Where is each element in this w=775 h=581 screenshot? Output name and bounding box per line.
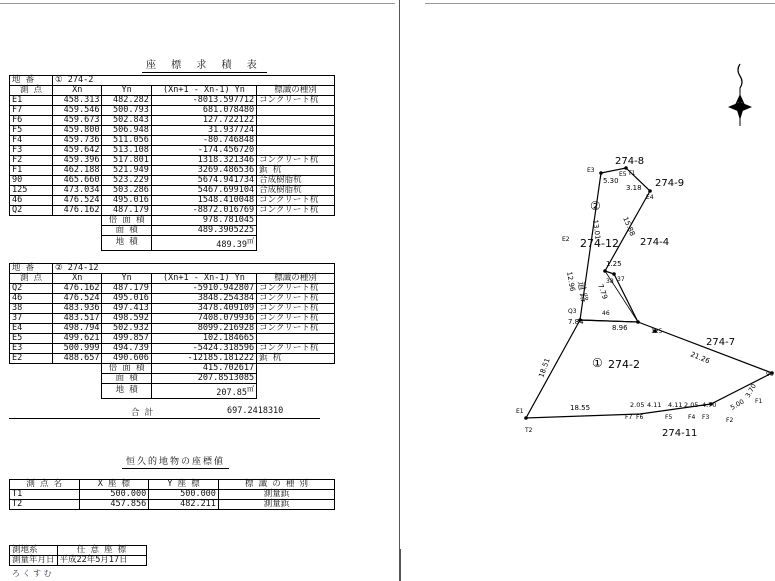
marker-type-cell: コンクリート杭 <box>257 314 335 324</box>
y-cell: 517.801 <box>102 156 151 166</box>
x-cell: 483.936 <box>53 304 102 314</box>
distance-label: 7.79 <box>596 282 609 301</box>
distance-label: 18.51 <box>537 357 552 379</box>
product-cell: 102.184665 <box>151 334 256 344</box>
table-row <box>10 76 335 86</box>
x-cell: 488.657 <box>53 354 102 364</box>
y-cell: 495.016 <box>102 294 151 304</box>
y-coord-cell: 482.211 <box>149 500 219 510</box>
y-cell: 482.282 <box>102 96 151 106</box>
distance-label: 4.11 <box>668 401 683 409</box>
y-coord-cell: 500.000 <box>149 490 219 500</box>
point-cell: F7 <box>10 106 53 116</box>
neighbor-274-11: 274-11 <box>662 428 698 439</box>
summary-row <box>10 216 335 226</box>
summary-row <box>10 374 335 384</box>
summary-value: 207.8513085 <box>151 374 256 384</box>
blank-cell <box>10 364 102 374</box>
system-label: 測地系 <box>10 546 58 556</box>
table-row <box>10 186 335 196</box>
table-row <box>10 206 335 216</box>
blank-cell <box>10 216 102 226</box>
table-row <box>10 324 335 334</box>
summary-label: 面 積 <box>102 374 151 384</box>
distance-label: 15.88 <box>621 215 637 238</box>
product-cell: -5910.942807 <box>151 284 256 294</box>
x-cell: 459.546 <box>53 106 102 116</box>
neighbor-274-8: 274-8 <box>615 156 645 167</box>
column-header: Xn <box>53 274 102 284</box>
parcel-label-274-12: 274-12 <box>580 237 619 250</box>
distance-label: 3.18 <box>626 184 642 192</box>
y-cell: 487.179 <box>102 206 151 216</box>
x-cell: 458.313 <box>53 96 102 106</box>
x-cell: 459.673 <box>53 116 102 126</box>
x-cell: 499.621 <box>53 334 102 344</box>
product-cell: 5467.699104 <box>151 186 256 196</box>
x-coord-cell: 457.856 <box>79 500 149 510</box>
table-row <box>10 556 147 566</box>
point-38: 38 <box>606 278 614 285</box>
point-cell: F5 <box>10 126 53 136</box>
marker-type-cell: 合成樹脂杭 <box>257 176 335 186</box>
point-F3: F3 <box>702 414 710 421</box>
summary-label: 地 積 <box>102 384 151 399</box>
point-cell: E5 <box>10 334 53 344</box>
x-cell: 459.396 <box>53 156 102 166</box>
distance-label: 18.55 <box>570 404 591 412</box>
point-cell: F1 <box>10 166 53 176</box>
coord-table-1 <box>9 75 335 251</box>
product-cell: 681.078480 <box>151 106 256 116</box>
distance-label: 7.84 <box>568 318 584 326</box>
product-cell: -12185.181222 <box>151 354 256 364</box>
summary-label: 倍 面 積 <box>102 216 151 226</box>
point-Q3: Q3 <box>568 308 577 315</box>
marker-type-cell <box>257 146 335 156</box>
column-header: 標 識 の 種 別 <box>218 480 334 490</box>
parcel-num-2: ② <box>590 199 601 213</box>
point-cell: 38 <box>10 304 53 314</box>
marker-type-cell: コンクリート杭 <box>257 304 335 314</box>
table-row <box>10 500 335 510</box>
total-label: 合 計 <box>131 408 154 418</box>
product-cell: 5674.941734 <box>151 176 256 186</box>
table-row <box>10 146 335 156</box>
x-cell: 465.660 <box>53 176 102 186</box>
column-header: X 座 標 <box>79 480 149 490</box>
table-row <box>10 284 335 294</box>
summary-label: 地 積 <box>102 236 151 251</box>
point-T1: T1 <box>628 170 636 177</box>
distance-label: 2.05 <box>630 401 645 409</box>
x-cell: 459.642 <box>53 146 102 156</box>
y-cell: 494.739 <box>102 344 151 354</box>
point-cell: E3 <box>10 344 53 354</box>
marker-type-cell <box>257 126 335 136</box>
product-cell: 127.722122 <box>151 116 256 126</box>
summary-row <box>10 226 335 236</box>
neighbor-274-4: 274-4 <box>640 237 670 248</box>
table-row <box>10 176 335 186</box>
table-row <box>10 96 335 106</box>
point-cell: E1 <box>10 96 53 106</box>
x-cell: 459.800 <box>53 126 102 136</box>
distance-label: 21.26 <box>689 350 711 366</box>
marker-type-cell: コンクリート杭 <box>257 96 335 106</box>
product-cell: 3478.409109 <box>151 304 256 314</box>
marker-type-cell: コンクリート杭 <box>257 344 335 354</box>
date-label: 測量年月日 <box>10 556 58 566</box>
survey-info-box <box>9 545 147 566</box>
parcel-label: 地 番 <box>10 264 53 274</box>
point-E2: E2 <box>562 236 570 243</box>
table-row <box>10 294 335 304</box>
total-row <box>9 406 320 419</box>
y-cell: 506.948 <box>102 126 151 136</box>
y-cell: 497.413 <box>102 304 151 314</box>
marker-type-cell: 合成樹脂杭 <box>257 186 335 196</box>
blank-cell <box>257 374 335 384</box>
table-row <box>10 334 335 344</box>
product-cell: 8099.216928 <box>151 324 256 334</box>
table-row <box>10 136 335 146</box>
column-header: 測 点 <box>10 274 53 284</box>
point-37: 37 <box>617 276 625 283</box>
product-cell: 7408.079936 <box>151 314 256 324</box>
column-header: Y 座 標 <box>149 480 219 490</box>
distance-label: 4.11 <box>647 401 662 409</box>
product-cell: 3269.486536 <box>151 166 256 176</box>
blank-cell <box>10 374 102 384</box>
table-row <box>10 126 335 136</box>
x-cell: 476.524 <box>53 294 102 304</box>
summary-value: 489.39㎡ <box>151 236 256 251</box>
blank-cell <box>257 364 335 374</box>
marker-type-cell: コンクリート杭 <box>257 156 335 166</box>
y-cell: 502.843 <box>102 116 151 126</box>
product-cell: -5424.318596 <box>151 344 256 354</box>
x-cell: 483.517 <box>53 314 102 324</box>
y-cell: 495.016 <box>102 196 151 206</box>
summary-row <box>10 236 335 251</box>
column-header: (Xn+1 - Xn-1) Yn <box>151 86 256 96</box>
y-cell: 521.949 <box>102 166 151 176</box>
distance-label: 1.25 <box>606 260 622 268</box>
table-row <box>10 166 335 176</box>
table-header-row <box>10 480 335 490</box>
product-cell: -80.746848 <box>151 136 256 146</box>
blank-cell <box>10 226 102 236</box>
total-value: 697.2418310 <box>227 406 284 416</box>
point-F4: F4 <box>688 414 696 421</box>
x-cell: 459.736 <box>53 136 102 146</box>
x-cell: 500.999 <box>53 344 102 354</box>
table-row <box>10 106 335 116</box>
distance-label: 4.70 <box>702 401 717 409</box>
parcel-num-1: ① <box>592 356 603 370</box>
perm-table <box>9 479 335 510</box>
table-row <box>10 344 335 354</box>
summary-value: 489.3905225 <box>151 226 256 236</box>
column-header: 測 点 名 <box>10 480 80 490</box>
neighbor-274-7: 274-7 <box>706 337 736 348</box>
point-F5: F5 <box>665 414 673 421</box>
column-header: 標識の種別 <box>257 274 335 284</box>
column-header: 測 点 <box>10 86 53 96</box>
point-cell: F2 <box>10 156 53 166</box>
product-cell: 31.937724 <box>151 126 256 136</box>
table-row <box>10 490 335 500</box>
table-header-row <box>10 86 335 96</box>
road-label: 道 路 <box>575 280 589 304</box>
marker-type-cell <box>257 106 335 116</box>
bottom-text: ろ く す む <box>12 569 52 578</box>
point-E3: E3 <box>587 167 595 174</box>
coord-table-2 <box>9 263 335 399</box>
x-cell: 476.524 <box>53 196 102 206</box>
summary-label: 倍 面 積 <box>102 364 151 374</box>
blank-cell <box>10 236 102 251</box>
summary-row <box>10 364 335 374</box>
table-row <box>10 354 335 364</box>
marker-type-cell <box>257 334 335 344</box>
distance-label: 3.70 <box>743 382 758 399</box>
product-cell: 1318.321346 <box>151 156 256 166</box>
point-cell: E2 <box>10 354 53 364</box>
blank-cell <box>257 384 335 399</box>
summary-value: 415.702617 <box>151 364 256 374</box>
table-row <box>10 196 335 206</box>
y-cell: 503.286 <box>102 186 151 196</box>
table-row <box>10 304 335 314</box>
y-cell: 523.229 <box>102 176 151 186</box>
y-cell: 511.056 <box>102 136 151 146</box>
x-cell: 462.188 <box>53 166 102 176</box>
distance-label: 8.96 <box>612 324 628 332</box>
summary-value: 207.85㎡ <box>151 384 256 399</box>
product-cell: -174.456720 <box>151 146 256 156</box>
y-cell: 499.857 <box>102 334 151 344</box>
marker-type-cell <box>257 136 335 146</box>
area-unit: ㎡ <box>246 236 255 245</box>
marker-type-cell: 測量鋲 <box>218 500 334 510</box>
point-cell: 46 <box>10 294 53 304</box>
product-cell: 1548.410048 <box>151 196 256 206</box>
blank-cell <box>257 216 335 226</box>
system-value: 任 意 座 標 <box>57 546 146 556</box>
marker-type-cell: コンクリート杭 <box>257 294 335 304</box>
distance-label: 5.30 <box>603 177 619 185</box>
y-cell: 498.592 <box>102 314 151 324</box>
neighbor-274-9: 274-9 <box>655 178 685 189</box>
perm-title: 恒久的地物の座標値 <box>122 454 229 469</box>
y-cell: 487.179 <box>102 284 151 294</box>
point-46: 46 <box>602 310 610 317</box>
point-cell: F4 <box>10 136 53 146</box>
blank-cell <box>257 236 335 251</box>
point-E4: E4 <box>646 194 654 201</box>
point-cell: 46 <box>10 196 53 206</box>
table-row <box>10 264 335 274</box>
distance-label: 13.01 <box>591 219 602 241</box>
x-cell: 498.794 <box>53 324 102 334</box>
marker-type-cell: コンクリート杭 <box>257 284 335 294</box>
parcel-label: 地 番 <box>10 76 53 86</box>
parcel-number: ② 274-12 <box>53 264 335 274</box>
table-row <box>10 156 335 166</box>
marker-type-cell: 鋲 杭 <box>257 166 335 176</box>
point-cell: F6 <box>10 116 53 126</box>
summary-label: 面 積 <box>102 226 151 236</box>
point-name-cell: T1 <box>10 490 80 500</box>
marker-type-cell: コンクリート杭 <box>257 206 335 216</box>
x-coord-cell: 500.000 <box>79 490 149 500</box>
product-cell: 3848.254384 <box>151 294 256 304</box>
y-cell: 513.108 <box>102 146 151 156</box>
point-125: 125 <box>651 328 663 335</box>
marker-type-cell: 測量鋲 <box>218 490 334 500</box>
point-name-cell: T2 <box>10 500 80 510</box>
blank-cell <box>257 226 335 236</box>
point-cell: Q2 <box>10 284 53 294</box>
point-cell: 37 <box>10 314 53 324</box>
point-cell: E4 <box>10 324 53 334</box>
point-F2: F2 <box>726 417 734 424</box>
parcel-number: ① 274-2 <box>53 76 335 86</box>
marker-type-cell: コンクリート杭 <box>257 324 335 334</box>
date-value: 平成22年5月17日 <box>57 556 146 566</box>
blank-cell <box>10 384 102 399</box>
x-cell: 473.034 <box>53 186 102 196</box>
table-row <box>10 546 147 556</box>
column-header: Yn <box>102 274 151 284</box>
survey-points <box>524 166 774 420</box>
coord-title: 座 標 求 積 表 <box>142 56 267 73</box>
point-cell: 90 <box>10 176 53 186</box>
marker-type-cell <box>257 116 335 126</box>
y-cell: 502.932 <box>102 324 151 334</box>
point-E1: E1 <box>516 408 524 415</box>
point-F1: F1 <box>755 398 763 405</box>
area-unit: ㎡ <box>246 384 255 393</box>
table-header-row <box>10 274 335 284</box>
y-cell: 500.793 <box>102 106 151 116</box>
column-header: Yn <box>102 86 151 96</box>
top-rule-left <box>0 3 395 4</box>
point-cell: F3 <box>10 146 53 156</box>
column-header: (Xn+1 - Xn-1) Yn <box>151 274 256 284</box>
x-cell: 476.162 <box>53 284 102 294</box>
table-row <box>10 314 335 324</box>
point-cell: 125 <box>10 186 53 196</box>
summary-value: 978.781045 <box>151 216 256 226</box>
product-cell: -8872.016769 <box>151 206 256 216</box>
survey-map <box>400 0 775 581</box>
column-header: 標識の種別 <box>257 86 335 96</box>
x-cell: 476.162 <box>53 206 102 216</box>
summary-row <box>10 384 335 399</box>
point-F6: F6 <box>636 414 644 421</box>
parcel-label-274-2: 274-2 <box>608 358 640 371</box>
marker-type-cell: コンクリート杭 <box>257 196 335 206</box>
distance-label: 2.05 <box>684 401 699 409</box>
point-F7: F7 <box>625 414 633 421</box>
marker-type-cell: 鋲 杭 <box>257 354 335 364</box>
distance-label: 5.00 <box>729 397 746 412</box>
point-90: 90 <box>766 371 774 378</box>
point-T2: T2 <box>525 427 533 434</box>
y-cell: 490.606 <box>102 354 151 364</box>
table-row <box>10 116 335 126</box>
distance-label: 12.96 <box>565 270 577 293</box>
point-cell: Q2 <box>10 206 53 216</box>
product-cell: -8013.597712 <box>151 96 256 106</box>
column-header: Xn <box>53 86 102 96</box>
point-E5: E5 <box>619 171 627 178</box>
north-arrow-icon <box>728 64 752 126</box>
